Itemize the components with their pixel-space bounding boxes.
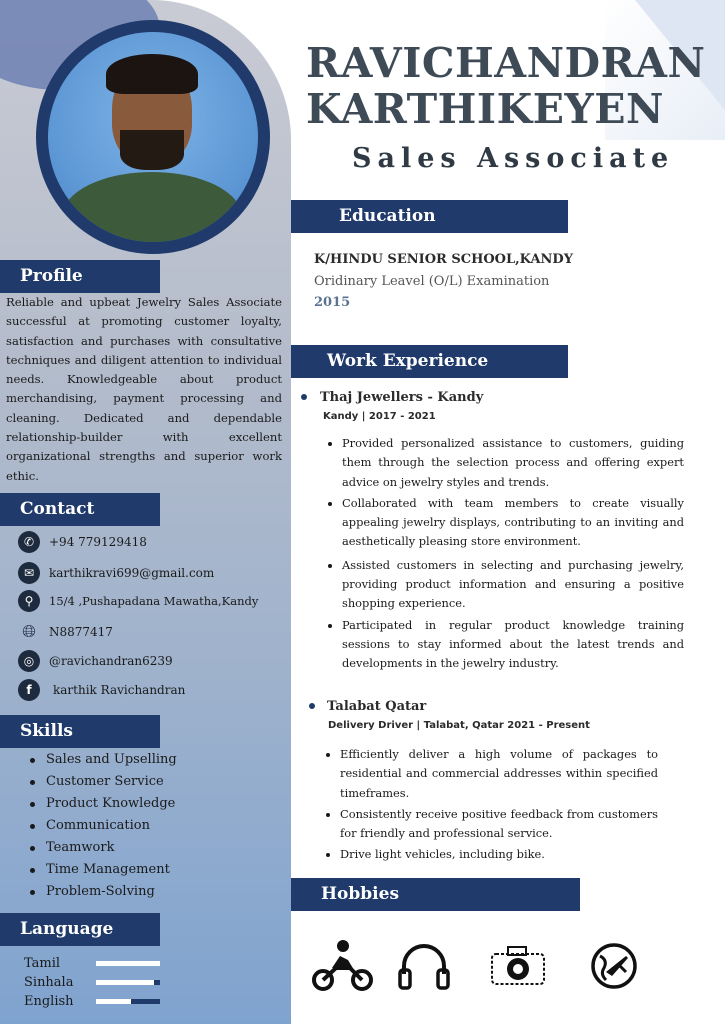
phone-icon: ✆ xyxy=(18,531,40,553)
candidate-name-line2: KARTHIKEYEN xyxy=(306,85,664,133)
location-pin-icon: ⚲ xyxy=(18,590,40,612)
job-duty: Participated in regular product knowledge training sessions to stay informed about the latest trends and developments in the jewelry industry. xyxy=(328,616,684,674)
facebook-icon: f xyxy=(18,679,40,701)
contact-phone-text: +94 779129418 xyxy=(49,535,147,549)
candidate-name-line1: RAVICHANDRAN xyxy=(306,39,706,87)
job-company: Talabat Qatar xyxy=(327,699,427,714)
job-meta: Kandy | 2017 - 2021 xyxy=(323,411,436,422)
skill-item: Teamwork xyxy=(30,837,177,859)
section-header-contact: Contact xyxy=(0,493,160,526)
job-duty: Consistently receive positive feedback from customers for friendly and professional service. xyxy=(326,805,658,844)
section-header-profile: Profile xyxy=(0,260,160,293)
job-bullet-dot xyxy=(301,394,307,400)
language-name: English xyxy=(24,994,74,1009)
photo-beard xyxy=(120,130,184,170)
language-name: Tamil xyxy=(24,956,61,971)
skill-item: Sales and Upselling xyxy=(30,749,177,771)
job-company: Thaj Jewellers - Kandy xyxy=(320,390,484,405)
travel-globe-icon xyxy=(582,938,646,994)
education-year: 2015 xyxy=(314,295,351,310)
language-row xyxy=(24,956,160,971)
contact-phone xyxy=(18,531,147,553)
language-level-bar xyxy=(96,961,160,966)
job-meta: Delivery Driver | Talabat, Qatar 2021 - Present xyxy=(328,720,590,731)
camera-icon xyxy=(486,938,550,994)
contact-address xyxy=(18,590,258,612)
profile-summary: Reliable and upbeat Jewelry Sales Associate successful at promoting customer loyalty, satisfaction and purchases with consultative techniques and diligent attention to individual needs. Knowledgeable about product merchandising, payment processing and cleaning. Dedicated and dependable relationship-builder with excellent organizational strengths and superior work ethic. xyxy=(6,295,282,483)
skill-item: Problem-Solving xyxy=(30,881,177,903)
skill-item: Time Management xyxy=(30,859,177,881)
profile-photo-frame xyxy=(36,20,270,254)
contact-email-text[interactable]: karthikravi699@gmail.com xyxy=(49,566,215,580)
language-row xyxy=(24,975,160,990)
section-header-hobbies: Hobbies xyxy=(291,878,580,911)
job-title: Sales Associate xyxy=(352,143,675,174)
candidate-name xyxy=(306,40,716,132)
contact-instagram xyxy=(18,650,173,672)
language-name: Sinhala xyxy=(24,975,74,990)
job-duty: Drive light vehicles, including bike. xyxy=(326,845,658,864)
job-bullet-dot xyxy=(309,703,315,709)
headphones-icon xyxy=(392,938,456,994)
education-exam: Oridinary Leavel (O/L) Examination xyxy=(314,274,550,289)
skill-item: Product Knowledge xyxy=(30,793,177,815)
skill-item: Communication xyxy=(30,815,177,837)
contact-instagram-text[interactable]: @ravichandran6239 xyxy=(49,654,173,668)
email-icon: ✉ xyxy=(18,562,40,584)
job-duties-list xyxy=(328,434,684,676)
language-level-bar xyxy=(96,999,160,1004)
skill-item: Customer Service xyxy=(30,771,177,793)
contact-nic xyxy=(18,621,113,643)
photo-shirt xyxy=(62,172,242,242)
section-header-education: Education xyxy=(291,200,568,233)
language-row xyxy=(24,994,160,1009)
contact-nic-text: N8877417 xyxy=(49,625,113,639)
section-header-skills: Skills xyxy=(0,715,160,748)
education-school: K/HINDU SENIOR SCHOOL,KANDY xyxy=(314,252,573,267)
language-level-fill xyxy=(96,980,154,985)
contact-facebook xyxy=(18,679,185,701)
contact-email xyxy=(18,562,214,584)
job-duty: Collaborated with team members to create visually appealing jewelry displays, contributing to an inviting and aesthetically pleasing store environment. xyxy=(328,494,684,552)
job-duties-list xyxy=(326,745,658,867)
job-duty: Provided personalized assistance to customers, guiding them through the selection process and offering expert advice on jewelry styles and trends. xyxy=(328,434,684,492)
motorbike-icon xyxy=(310,938,374,994)
contact-facebook-text[interactable]: karthik Ravichandran xyxy=(53,683,186,697)
job-duty: Efficiently deliver a high volume of packages to residential and commercial addresses within specified timeframes. xyxy=(326,745,658,803)
skills-list xyxy=(30,749,177,903)
id-globe-icon: 🌐︎ xyxy=(22,622,36,642)
instagram-icon: ◎ xyxy=(18,650,40,672)
job-duty: Assisted customers in selecting and purchasing jewelry, providing product information and ensuring a positive shopping experience. xyxy=(328,556,684,614)
section-header-work-experience: Work Experience xyxy=(291,345,568,378)
language-level-fill xyxy=(96,999,131,1004)
photo-hair xyxy=(106,54,198,94)
contact-address-text: 15/4 ,Pushapadana Mawatha,Kandy xyxy=(49,594,259,608)
language-level-fill xyxy=(96,961,160,966)
section-header-language: Language xyxy=(0,913,160,946)
profile-photo xyxy=(48,32,258,242)
language-level-bar xyxy=(96,980,160,985)
